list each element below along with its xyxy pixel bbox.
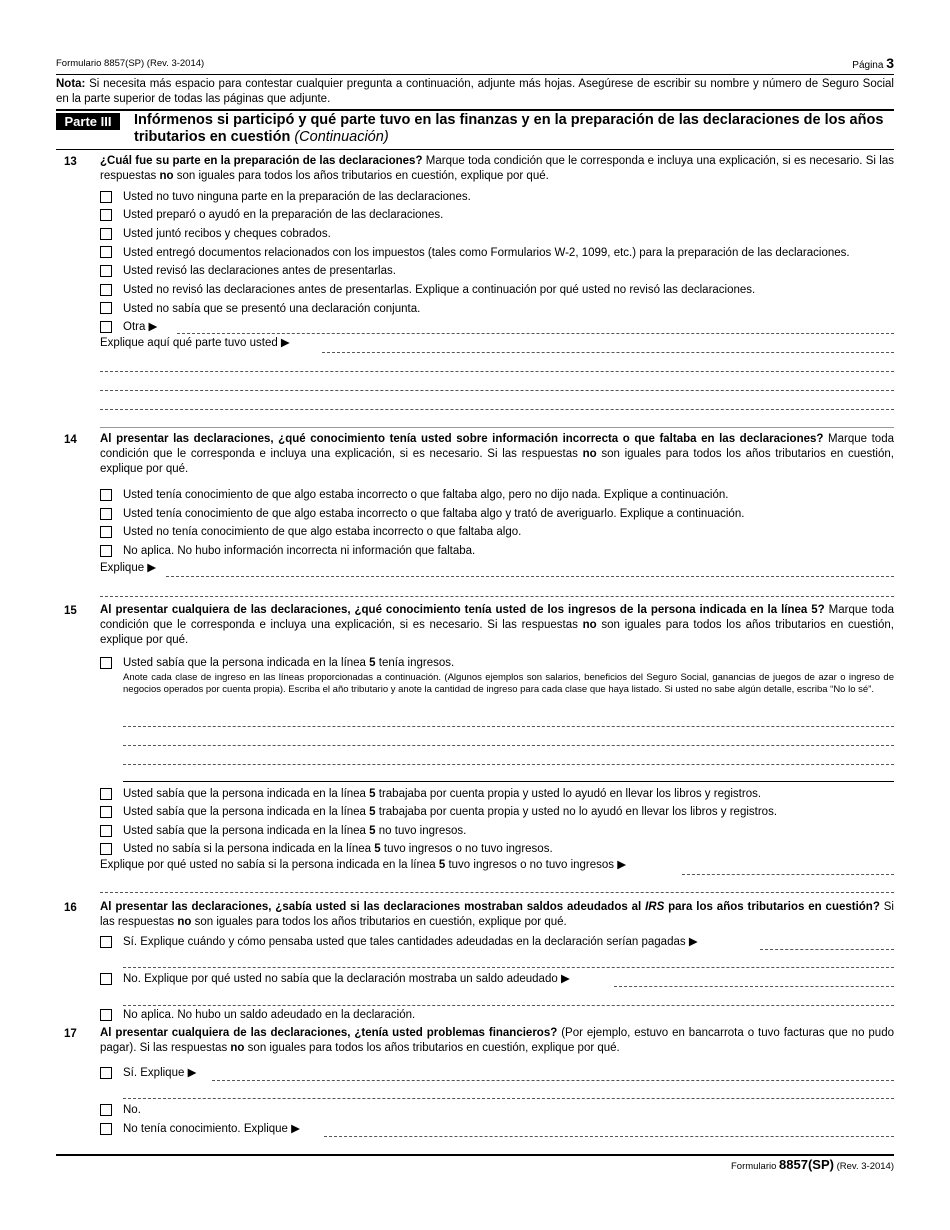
q15-explain-a: Explique por qué usted no sabía si la persona indicada en la línea bbox=[100, 859, 436, 871]
part-continued: (Continuación) bbox=[294, 129, 389, 145]
q16-lead-a: Al presentar las declaraciones, ¿sabía usted si las declaraciones mostraban saldos adeudados al bbox=[100, 901, 642, 913]
q13-checkbox-other[interactable] bbox=[100, 321, 112, 333]
q13-number: 13 bbox=[64, 156, 77, 168]
q17-text bbox=[100, 1026, 894, 1056]
note bbox=[56, 77, 894, 107]
q15-option-3-five: 5 bbox=[369, 806, 376, 818]
part-badge: Parte III bbox=[56, 113, 120, 130]
q14-explain-line-2[interactable] bbox=[100, 596, 894, 597]
q14-option-4: No aplica. No hubo información incorrecta ni información que faltaba. bbox=[123, 545, 476, 557]
q15-explain-b: tuvo ingresos o no tuvo ingresos ▶ bbox=[448, 859, 627, 871]
footer-rev: (Rev. 3-2014) bbox=[836, 1161, 894, 1172]
q14-option-3: Usted no tenía conocimiento de que algo estaba incorrecto o que faltaba algo. bbox=[123, 526, 522, 538]
q13-checkbox-5[interactable] bbox=[100, 265, 112, 277]
q15-explain-line-2[interactable] bbox=[100, 892, 894, 893]
q16-no-line-1[interactable] bbox=[614, 986, 894, 987]
q16-irs: IRS bbox=[645, 901, 665, 913]
q13-text-a: Marque toda condición que le corresponda e incluya una explicación, si es necesario. Si las respuestas bbox=[100, 155, 894, 182]
q13-text-b: son iguales para todos los años tributarios en cuestión, explique por qué. bbox=[176, 170, 549, 182]
q15-option-1-five: 5 bbox=[369, 657, 376, 669]
q13-lead: ¿Cuál fue su parte en la preparación de las declaraciones? bbox=[100, 155, 423, 167]
note-text: Si necesita más espacio para contestar cualquier pregunta a continuación, adjunte más hojas. Asegúrese de escribir su nombre y número de Seguro Social en la parte superior de todas las páginas que adjunte. bbox=[56, 78, 894, 105]
q15-number: 15 bbox=[64, 605, 77, 617]
note-label: Nota: bbox=[56, 78, 86, 90]
q17-text-b: son iguales para todos los años tributarios en cuestión, explique por qué. bbox=[247, 1042, 620, 1054]
q15-option-2-b: trabajaba por cuenta propia y usted lo ayudó en llevar los libros y registros. bbox=[378, 788, 762, 800]
page-number bbox=[852, 55, 894, 71]
footer bbox=[731, 1157, 894, 1172]
q13-checkbox-7[interactable] bbox=[100, 302, 112, 314]
q15-option-2 bbox=[123, 787, 761, 802]
q13-checkbox-4[interactable] bbox=[100, 246, 112, 258]
q13-option-7: Usted no sabía que se presentó una declaración conjunta. bbox=[123, 303, 421, 315]
q15-option-2-a: Usted sabía que la persona indicada en la línea bbox=[123, 788, 366, 800]
q16-number: 16 bbox=[64, 902, 77, 914]
q15-option-1 bbox=[123, 656, 454, 671]
q15-option-5-b: tuvo ingresos o no tuvo ingresos. bbox=[383, 843, 553, 855]
q15-option-1-b: tenía ingresos. bbox=[378, 657, 455, 669]
q16-text bbox=[100, 900, 894, 930]
q15-option-3-b: trabajaba por cuenta propia y usted no lo ayudó en llevar los libros y registros. bbox=[378, 806, 778, 818]
q14-lead: Al presentar las declaraciones, ¿qué conocimiento tenía usted sobre información incorrecta o que faltaba en las declaraciones? bbox=[100, 433, 824, 445]
q14-option-2: Usted tenía conocimiento de que algo estaba incorrecto o que faltaba algo y trató de averiguarlo. Explique a continuación. bbox=[123, 508, 745, 520]
q16-checkbox-no[interactable] bbox=[100, 973, 112, 985]
footer-label: Formulario bbox=[731, 1161, 777, 1172]
q15-text-b: son iguales para todos los años tributarios en cuestión, explique por qué. bbox=[100, 619, 894, 646]
q17-option-yes: Sí. Explique ▶ bbox=[123, 1067, 197, 1079]
q15-checkbox-4[interactable] bbox=[100, 825, 112, 837]
q14-explain-label: Explique ▶ bbox=[100, 562, 157, 574]
q16-lead-b: para los años tributarios en cuestión? bbox=[668, 901, 880, 913]
q15-option-2-five: 5 bbox=[369, 788, 376, 800]
form-revision: Formulario 8857(SP) (Rev. 3-2014) bbox=[56, 58, 205, 69]
q13-text bbox=[100, 154, 894, 184]
q14-explain-line-1[interactable] bbox=[166, 576, 894, 577]
q17-yes-line-1[interactable] bbox=[212, 1080, 894, 1081]
q15-option-5-a: Usted no sabía si la persona indicada en la línea bbox=[123, 843, 372, 855]
q13-explain-line-4[interactable] bbox=[100, 409, 894, 410]
q15-income-line-3[interactable] bbox=[123, 764, 894, 765]
q16-option-no: No. Explique por qué usted no sabía que la declaración mostraba un saldo adeudado ▶ bbox=[123, 973, 570, 985]
q15-text-a: Marque toda condición que le corresponda e incluya una explicación, si es necesario. Si las respuestas bbox=[100, 604, 895, 631]
q16-yes-line-2[interactable] bbox=[123, 967, 894, 968]
q17-number: 17 bbox=[64, 1028, 77, 1040]
q17-unknown-line[interactable] bbox=[324, 1136, 894, 1137]
q15-option-4-five: 5 bbox=[369, 825, 376, 837]
q14-text-a: Marque toda condición que le corresponda e incluya una explicación, si es necesario. Si las respuestas bbox=[100, 433, 894, 460]
q13-option-4: Usted entregó documentos relacionados con los impuestos (tales como Formularios W-2, 1099, etc.) para la preparación de las declaraciones. bbox=[123, 247, 850, 259]
q14-option-1: Usted tenía conocimiento de que algo estaba incorrecto o que faltaba algo, pero no dijo nada. Explique a continuación. bbox=[123, 489, 729, 501]
q15-option-4-b: no tuvo ingresos. bbox=[378, 825, 467, 837]
q15-option-4-a: Usted sabía que la persona indicada en la línea bbox=[123, 825, 366, 837]
q17-option-unknown: No tenía conocimiento. Explique ▶ bbox=[123, 1123, 300, 1135]
q15-checkbox-5[interactable] bbox=[100, 843, 112, 855]
q17-option-no: No. bbox=[123, 1104, 141, 1116]
q13-option-other: Otra ▶ bbox=[123, 321, 158, 333]
q15-text bbox=[100, 603, 894, 648]
q14-text-b: son iguales para todos los años tributarios en cuestión, explique por qué. bbox=[100, 448, 894, 475]
q15-lead: Al presentar cualquiera de las declaraciones, ¿qué conocimiento tenía usted de los ingresos de la persona indicada en la línea 5? bbox=[100, 604, 825, 616]
q15-checkbox-2[interactable] bbox=[100, 788, 112, 800]
q14-number: 14 bbox=[64, 434, 77, 446]
q15-no: no bbox=[582, 619, 597, 631]
part-title bbox=[134, 112, 894, 146]
q13-explain-line-2[interactable] bbox=[100, 371, 894, 372]
q13-option-5: Usted revisó las declaraciones antes de presentarlas. bbox=[123, 265, 396, 277]
q15-income-line-1[interactable] bbox=[123, 726, 894, 727]
q13-other-line[interactable] bbox=[177, 333, 894, 334]
q13-checkbox-6[interactable] bbox=[100, 284, 112, 296]
q14-checkbox-4[interactable] bbox=[100, 545, 112, 557]
q14-checkbox-3[interactable] bbox=[100, 526, 112, 538]
q17-lead: Al presentar cualquiera de las declaraciones, ¿tenía usted problemas financieros? bbox=[100, 1027, 558, 1039]
page-label: Página bbox=[852, 60, 884, 71]
q16-checkbox-na[interactable] bbox=[100, 1009, 112, 1021]
q17-yes-line-2[interactable] bbox=[123, 1098, 894, 1099]
q15-option-5-five: 5 bbox=[374, 843, 381, 855]
q13-option-2: Usted preparó o ayudó en la preparación de las declaraciones. bbox=[123, 209, 444, 221]
q15-option-3 bbox=[123, 805, 777, 820]
q13-no: no bbox=[159, 170, 174, 182]
q14-text bbox=[100, 432, 894, 477]
q15-checkbox-1[interactable] bbox=[100, 657, 112, 669]
q15-option-5 bbox=[123, 842, 553, 857]
q14-checkbox-2[interactable] bbox=[100, 508, 112, 520]
q15-option-3-a: Usted sabía que la persona indicada en la línea bbox=[123, 806, 366, 818]
q16-text-a: Si las respuestas bbox=[100, 901, 894, 928]
q16-no: no bbox=[177, 916, 192, 928]
page-num: 3 bbox=[886, 55, 894, 71]
q15-explain-five: 5 bbox=[438, 859, 446, 871]
q15-option-1-a: Usted sabía que la persona indicada en la línea bbox=[123, 657, 366, 669]
q15-explain-line-1[interactable] bbox=[682, 874, 894, 875]
q13-checkbox-1[interactable] bbox=[100, 191, 112, 203]
q15-explain-label bbox=[100, 858, 626, 873]
q13-explain-line-3[interactable] bbox=[100, 390, 894, 391]
q13-option-6: Usted no revisó las declaraciones antes de presentarlas. Explique a continuación por qué usted no revisó las declaraciones. bbox=[123, 284, 756, 296]
q16-no-line-2[interactable] bbox=[123, 1005, 894, 1006]
q13-checkbox-2[interactable] bbox=[100, 209, 112, 221]
q16-option-na: No aplica. No hubo un saldo adeudado en la declaración. bbox=[123, 1009, 416, 1021]
q15-checkbox-3[interactable] bbox=[100, 806, 112, 818]
q13-option-1: Usted no tuvo ninguna parte en la preparación de las declaraciones. bbox=[123, 191, 471, 203]
q13-option-3: Usted juntó recibos y cheques cobrados. bbox=[123, 228, 331, 240]
q16-option-yes: Sí. Explique cuándo y cómo pensaba usted que tales cantidades adeudadas en la declaración serían pagadas ▶ bbox=[123, 936, 698, 948]
q17-checkbox-yes[interactable] bbox=[100, 1067, 112, 1079]
q14-checkbox-1[interactable] bbox=[100, 489, 112, 501]
q15-income-line-2[interactable] bbox=[123, 745, 894, 746]
part-title-text: Infórmenos si participó y qué parte tuvo en las finanzas y en la preparación de las declaraciones de los años tributarios en cuestión bbox=[134, 112, 884, 145]
q17-checkbox-unknown[interactable] bbox=[100, 1123, 112, 1135]
q15-option-1-note: Anote cada clase de ingreso en las líneas proporcionadas a continuación. (Algunos ejemplos son salarios, beneficios del Seguro Social, ganancias de juegos de azar o ingreso de negocios operados por cuenta propia). Escriba el año tributario y anote la cantidad de ingreso para cada clase que haya listado. Si usted no sabe algún detalle, escriba “No lo sé”. bbox=[123, 672, 894, 695]
q13-checkbox-3[interactable] bbox=[100, 228, 112, 240]
q17-text-a: (Por ejemplo, estuvo en bancarrota o tuvo facturas que no pudo pagar). Si las respuestas bbox=[100, 1027, 894, 1054]
footer-form: 8857(SP) bbox=[779, 1157, 834, 1172]
q13-explain-line-1[interactable] bbox=[322, 352, 894, 353]
q15-option-4 bbox=[123, 824, 466, 839]
q16-yes-line-1[interactable] bbox=[760, 949, 894, 950]
q17-checkbox-no[interactable] bbox=[100, 1104, 112, 1116]
q16-checkbox-yes[interactable] bbox=[100, 936, 112, 948]
q16-text-b: son iguales para todos los años tributarios en cuestión, explique por qué. bbox=[194, 916, 567, 928]
q14-no: no bbox=[582, 448, 597, 460]
q17-no: no bbox=[230, 1042, 245, 1054]
q13-explain-label: Explique aquí qué parte tuvo usted ▶ bbox=[100, 337, 290, 349]
